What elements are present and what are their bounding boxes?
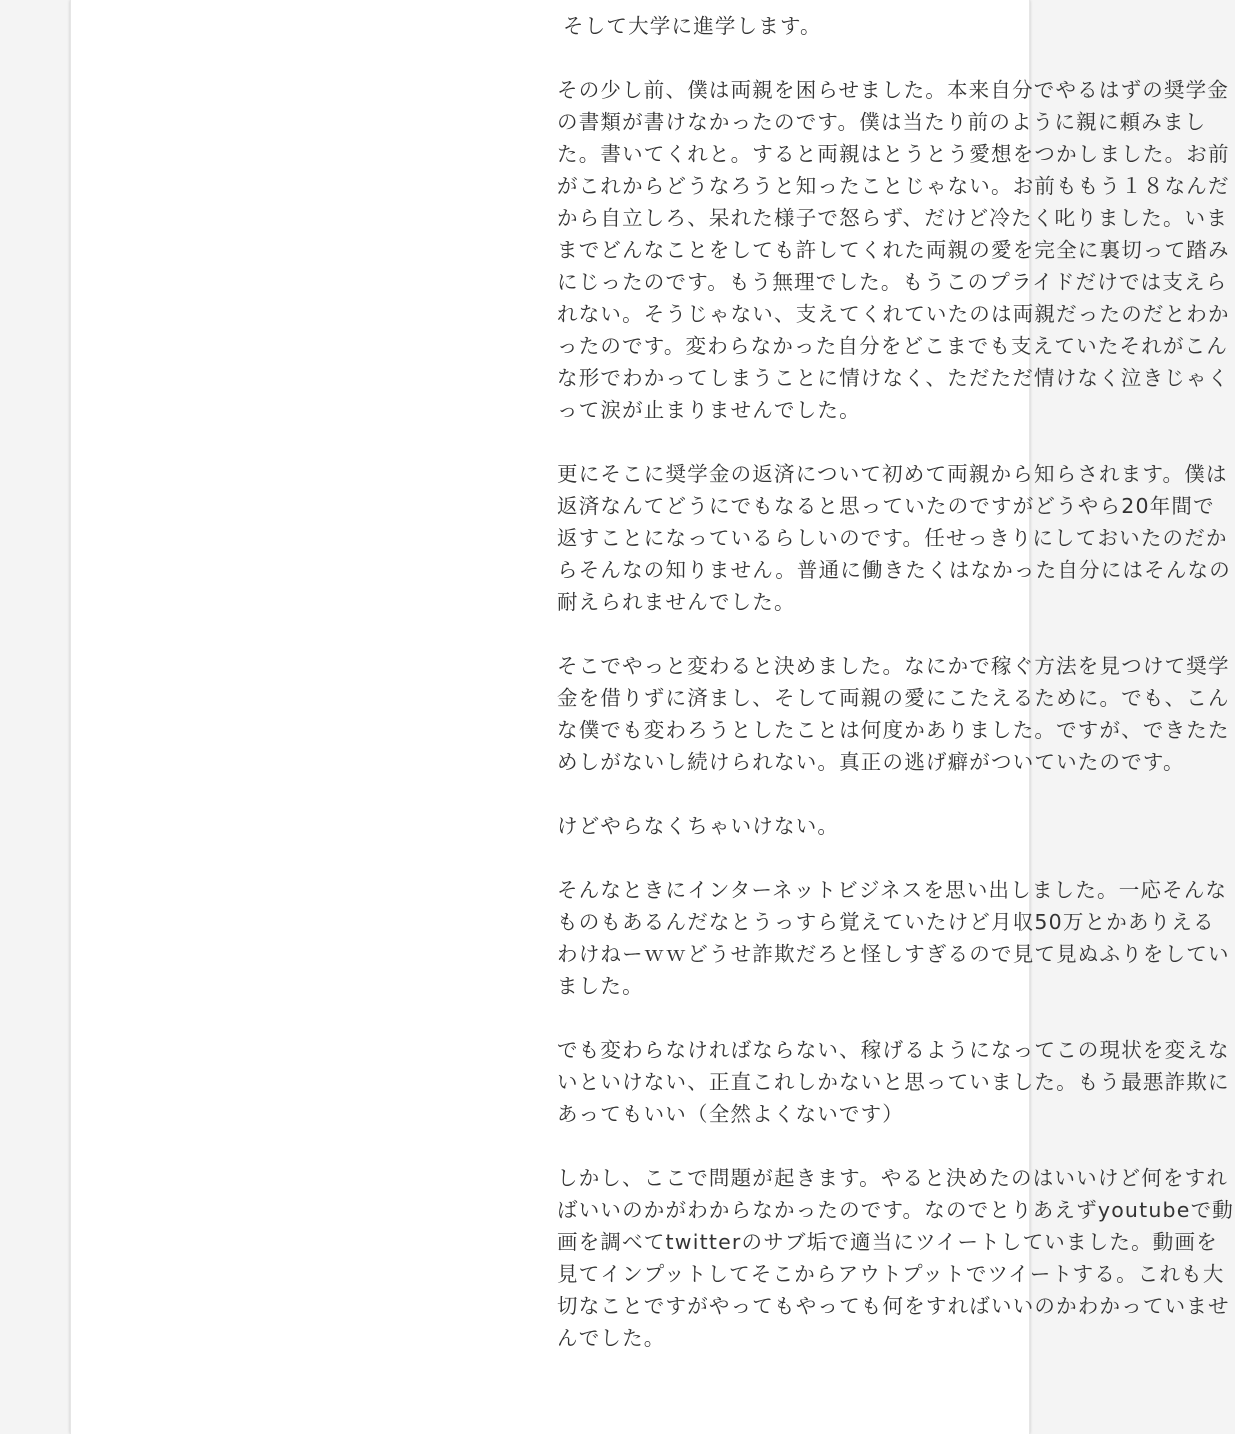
article-paragraph-5: けどやらなくちゃいけない。 xyxy=(557,814,840,838)
article-paragraphs xyxy=(557,74,1235,1354)
article-paragraph-6: そんなときにインターネットビジネスを思い出しました。一応そんなものもあるんだなとうっすら覚えていたけど月収50万とかありえるわけねーｗｗどうせ詐欺だろと怪しすぎるので見て見ぬふりをしていました。 xyxy=(557,878,1230,998)
article-card xyxy=(70,0,1234,1434)
article-paragraph-1: そして大学に進学します。 xyxy=(563,14,822,38)
article-paragraph-3: 更にそこに奨学金の返済について初めて両親から知らされます。僕は返済なんてどうにでもなると思っていたのですがどうやら20年間で返すことになっているらしいのです。任せっきりにしておいたのだからそんなの知りません。普通に働きたくはなかった自分にはそんなの耐えられませんでした。 xyxy=(557,462,1231,614)
article-paragraph-8: しかし、ここで問題が起きます。やると決めたのはいいけど何をすればいいのかがわからなかったのです。なのでとりあえずyoutubeで動画を調べてtwitterのサブ垢で適当にツイートしていました。動画を見てインプットしてそこからアウトプットでツイートする。これも大切なことですがやってもやっても何をすればいいのかわかっていませんでした。 xyxy=(557,1166,1234,1350)
article-paragraph-2: その少し前、僕は両親を困らせました。本来自分でやるはずの奨学金の書類が書けなかったのです。僕は当たり前のように親に頼みました。書いてくれと。すると両親はとうとう愛想をつかしました。お前がこれからどうなろうと知ったことじゃない。お前ももう１８なんだから自立しろ、呆れた様子で怒らず、だけど冷たく叱りました。いままでどんなことをしても許してくれた両親の愛を完全に裏切って踏みにじったのです。もう無理でした。もうこのプライドだけでは支えられない。そうじゃない、支えてくれていたのは両親だったのだとわかったのです。変わらなかった自分をどこまでも支えていたそれがこんな形でわかってしまうことに情けなく、ただただ情けなく泣きじゃくって涙が止まりませんでした。 xyxy=(557,78,1230,422)
article-paragraph-7: でも変わらなければならない、稼げるようになってこの現状を変えないといけない、正直これしかないと思っていました。もう最悪詐欺にあってもいい（全然よくないです） xyxy=(557,1038,1230,1126)
article-paragraph-4: そこでやっと変わると決めました。なにかで稼ぐ方法を見つけて奨学金を借りずに済まし、そして両親の愛にこたえるために。でも、こんな僕でも変わろうとしたことは何度かありました。ですが、できたためしがないし続けられない。真正の逃げ癖がついていたのです。 xyxy=(557,654,1230,774)
